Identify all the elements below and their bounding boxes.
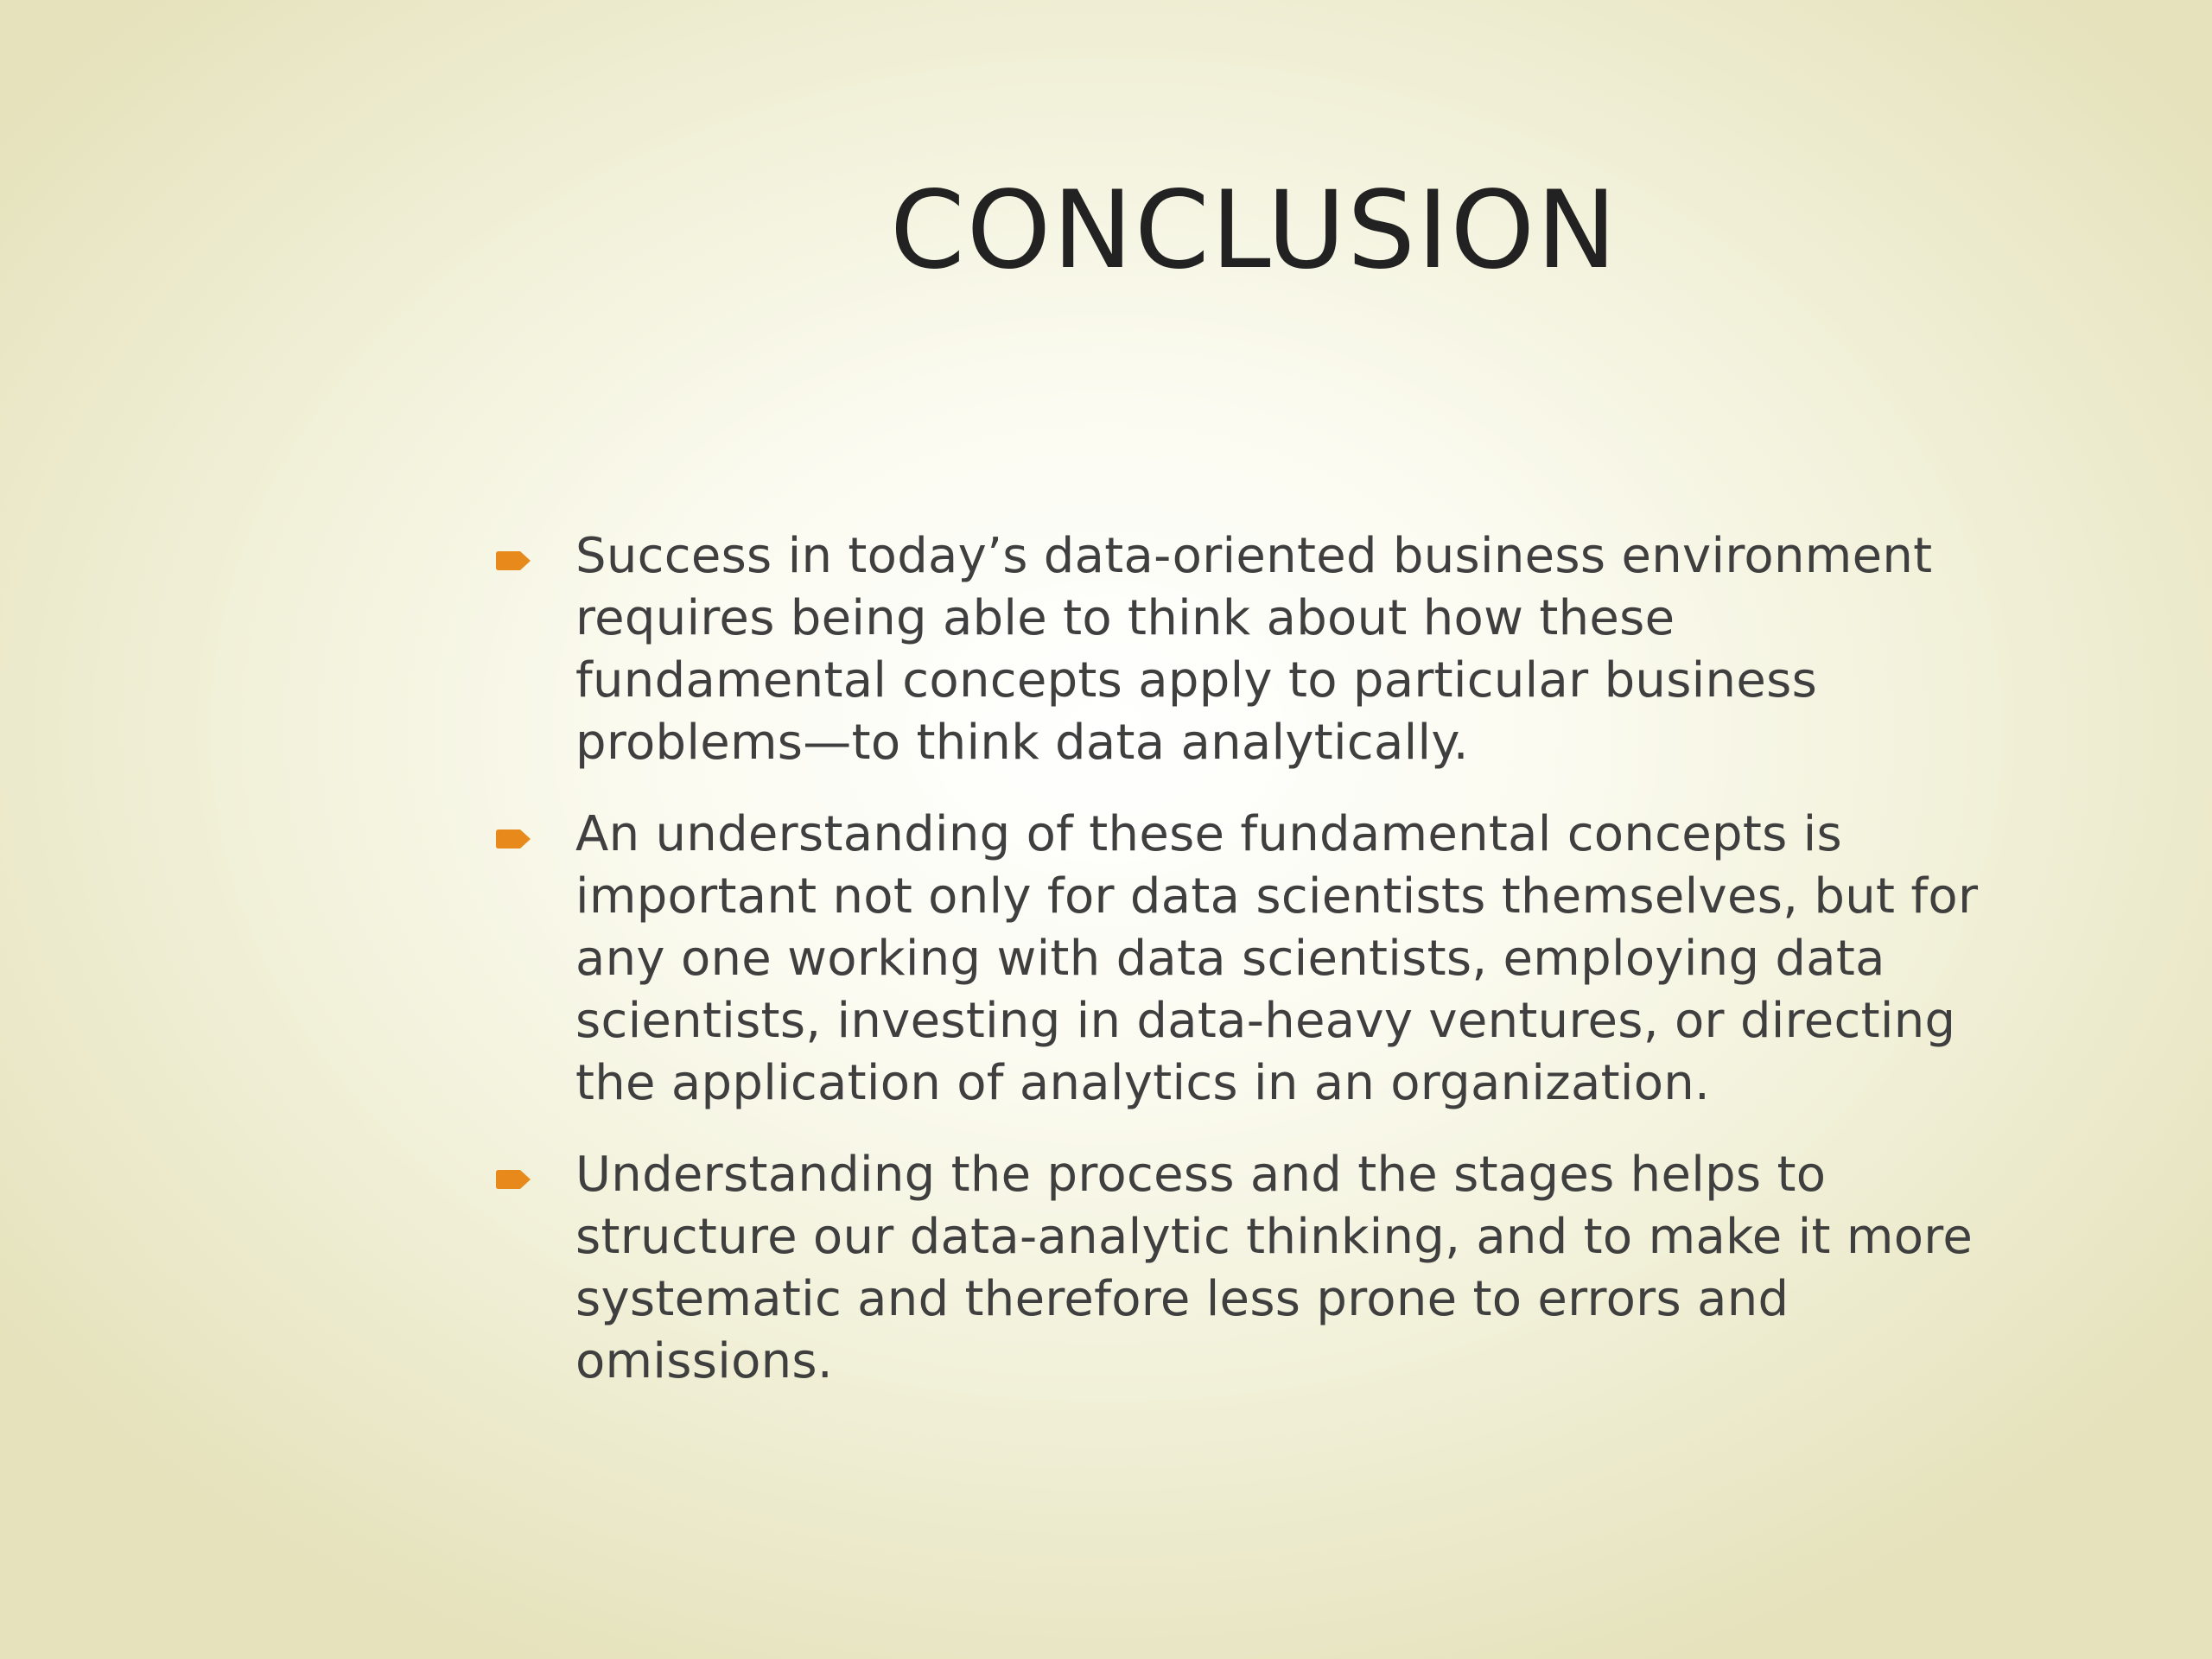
bullet-text: [575, 1144, 2048, 1393]
bullet-line: structure our data-analytic thinking, and to make it more: [575, 1209, 1974, 1265]
bullet-line: requires being able to think about how these: [575, 590, 1675, 646]
bullet-line: any one working with data scientists, employing data: [575, 931, 1885, 987]
bullet-line: important not only for data scientists themselves, but for: [575, 868, 1979, 925]
bullet-list: [493, 525, 2048, 1422]
bullet-line: Success in today’s data-oriented business environment: [575, 528, 1933, 584]
bullet-text: [575, 804, 2048, 1115]
bullet-item-3: [493, 1144, 2048, 1393]
bullet-line: the application of analytics in an organization.: [575, 1055, 1711, 1111]
bullet-line: omissions.: [575, 1333, 834, 1389]
orange-arrow-bullet-icon: [496, 551, 531, 570]
bullet-item-2: [493, 804, 2048, 1115]
bullet-line: fundamental concepts apply to particular business: [575, 652, 1818, 709]
bullet-line: scientists, investing in data-heavy ventures, or directing: [575, 993, 1956, 1049]
slide-title: CONCLUSION: [890, 168, 1618, 293]
bullet-line: systematic and therefore less prone to errors and: [575, 1271, 1789, 1327]
bullet-line: problems—to think data analytically.: [575, 715, 1469, 771]
bullet-line: An understanding of these fundamental concepts is: [575, 806, 1842, 862]
orange-arrow-bullet-icon: [496, 1170, 531, 1189]
bullet-line: Understanding the process and the stages helps to: [575, 1147, 1827, 1203]
bullet-text: [575, 525, 2048, 774]
bullet-item-1: [493, 525, 2048, 774]
orange-arrow-bullet-icon: [496, 830, 531, 849]
